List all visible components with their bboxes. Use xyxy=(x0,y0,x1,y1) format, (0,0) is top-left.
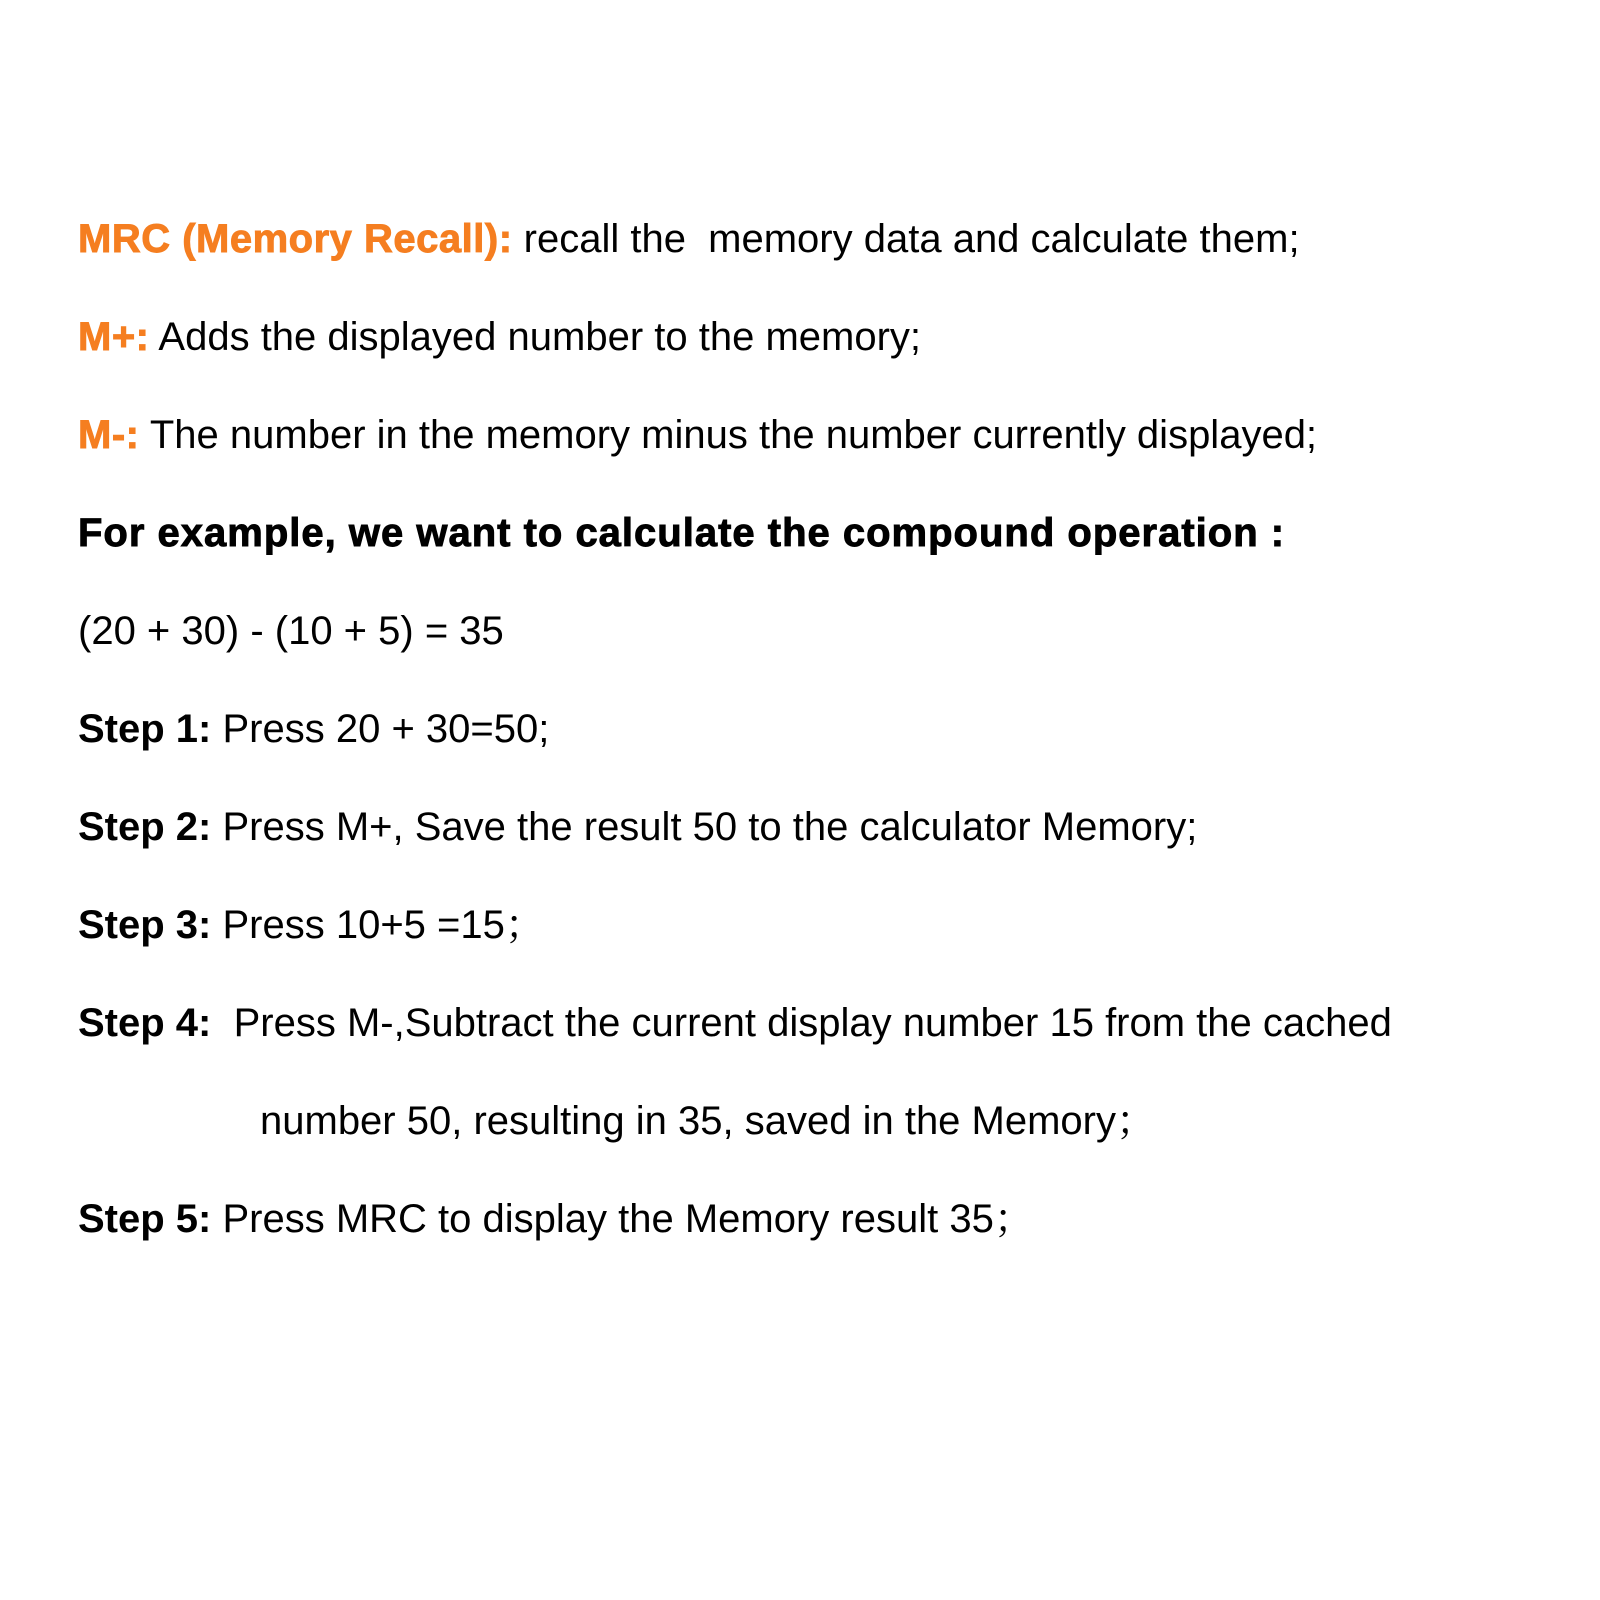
text-segment: For example, we want to calculate the compound operation : xyxy=(78,511,1286,555)
text-segment: Press MRC to display the Memory result 35； xyxy=(211,1197,1034,1241)
line-step-4-continued xyxy=(78,1072,1560,1170)
line-example-heading xyxy=(78,484,1560,582)
text-segment: (20 + 30) - (10 + 5) = 35 xyxy=(78,609,504,653)
text-segment: MRC (Memory Recall): xyxy=(78,217,513,261)
text-segment: Press 20 + 30=50; xyxy=(211,707,550,751)
line-equation xyxy=(78,582,1560,680)
text-segment: Step 1: xyxy=(78,707,212,751)
text-segment: Press M+, Save the result 50 to the calculator Memory; xyxy=(211,805,1198,849)
text-segment: Step 2: xyxy=(78,805,212,849)
text-segment: recall the memory data and calculate them; xyxy=(512,217,1300,261)
text-segment: Step 4: xyxy=(78,1001,212,1045)
text-segment: Step 3: xyxy=(78,903,212,947)
document-body xyxy=(78,190,1560,1268)
line-step-4 xyxy=(78,974,1560,1072)
line-step-3 xyxy=(78,876,1560,974)
text-segment: Press 10+5 =15； xyxy=(211,903,545,947)
line-step-1 xyxy=(78,680,1560,778)
text-segment: M-: xyxy=(78,413,140,457)
text-segment: Press M-,Subtract the current display number 15 from the cached xyxy=(211,1001,1392,1045)
text-segment: Adds the displayed number to the memory; xyxy=(149,315,922,359)
line-mrc-definition xyxy=(78,190,1560,288)
text-segment: M+: xyxy=(78,315,150,359)
line-step-5 xyxy=(78,1170,1560,1268)
text-segment: The number in the memory minus the number currently displayed; xyxy=(139,413,1318,457)
line-mplus-definition xyxy=(78,288,1560,386)
line-mminus-definition xyxy=(78,386,1560,484)
text-segment: Step 5: xyxy=(78,1197,212,1241)
line-step-2 xyxy=(78,778,1560,876)
text-segment: number 50, resulting in 35, saved in the Memory； xyxy=(260,1099,1156,1143)
